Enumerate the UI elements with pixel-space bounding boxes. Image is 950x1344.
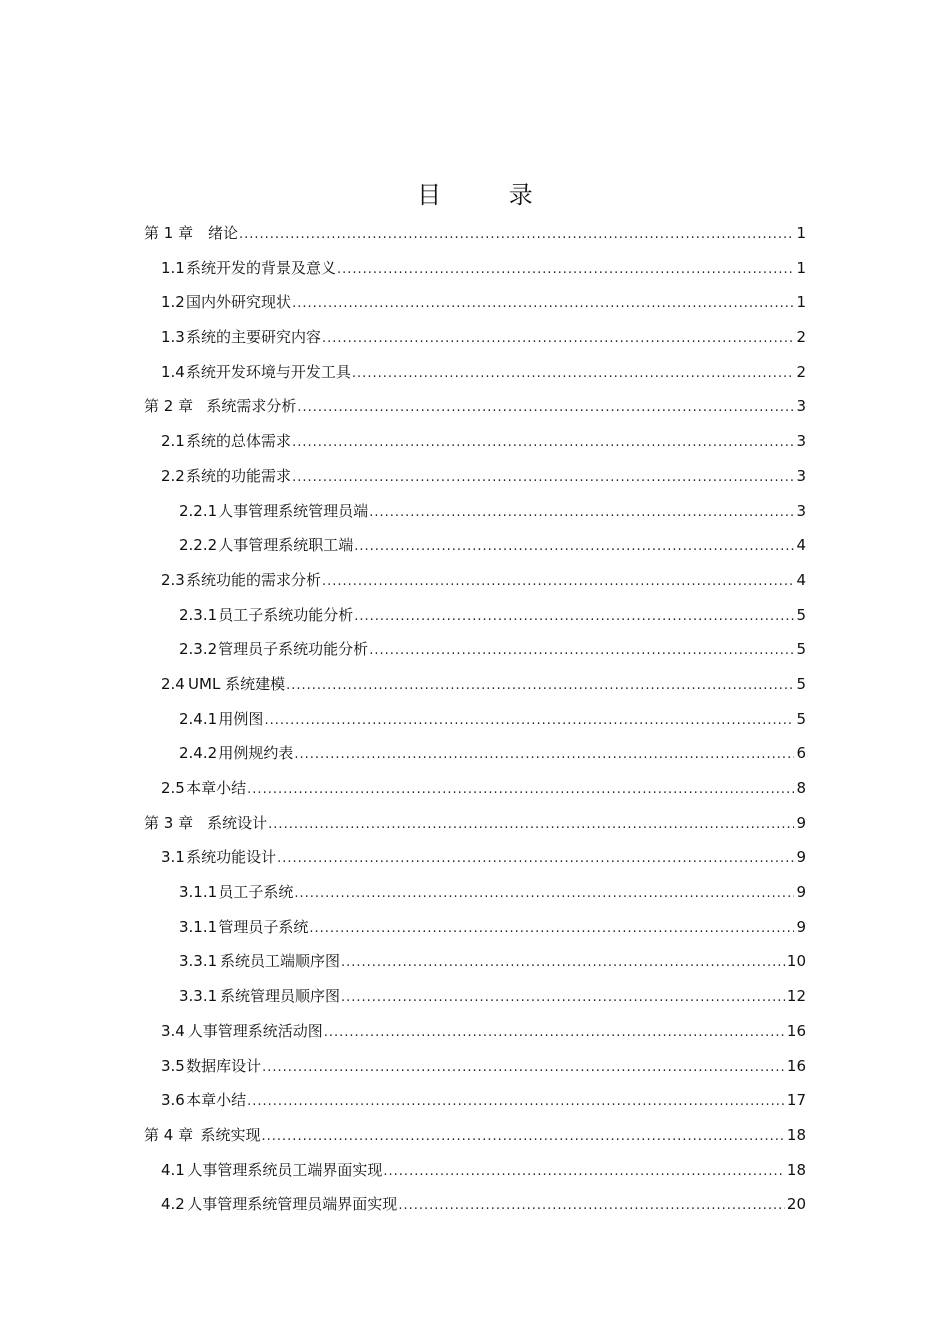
toc-entry-label: 国内外研究现状: [186, 293, 292, 312]
toc-entry-label: 系统员工端顺序图: [219, 952, 340, 971]
toc-entry-number: 3.1.1: [179, 883, 218, 902]
toc-entry-number: 2.4: [161, 674, 185, 693]
toc-entry-number: 4.1: [161, 1160, 185, 1179]
dot-leader: [247, 771, 794, 808]
toc-entry[interactable]: [144, 944, 806, 979]
dot-leader: [309, 910, 794, 947]
toc-entry[interactable]: [144, 251, 806, 286]
toc-entry-number: 1.4: [161, 362, 185, 381]
toc-entry-page-number: 10: [786, 952, 806, 971]
dot-leader: [297, 389, 794, 426]
toc-entry[interactable]: [144, 979, 806, 1014]
dot-leader: [239, 216, 795, 253]
toc-entry-label: 系统功能的需求分析: [185, 570, 321, 589]
toc-entry-label: 系统功能设计: [186, 848, 277, 867]
toc-entry-page-number: 9: [796, 883, 806, 902]
toc-entry[interactable]: [144, 389, 806, 424]
toc-entry[interactable]: [144, 1187, 806, 1222]
toc-entry-number: 第 1 章: [144, 224, 194, 242]
toc-entry-page-number: 5: [796, 674, 806, 693]
dot-leader: [337, 251, 795, 288]
toc-entry-label: 员工子系统功能分析: [218, 605, 354, 624]
toc-entry-label: 系统的总体需求: [186, 432, 292, 451]
toc-entry-page-number: 9: [796, 848, 806, 867]
toc-entry[interactable]: [144, 1153, 806, 1188]
toc-entry-number: 2.2.1: [179, 501, 218, 520]
toc-entry-label: 系统需求分析: [206, 397, 297, 416]
toc-entry-label: 系统的主要研究内容: [185, 328, 321, 347]
toc-entry[interactable]: [144, 216, 806, 251]
toc-entry-page-number: 2: [796, 328, 806, 347]
toc-entry-page-number: 5: [796, 709, 806, 728]
toc-entry-page-number: 5: [796, 640, 806, 659]
toc-entry[interactable]: [144, 840, 806, 875]
dot-leader: [247, 1083, 785, 1120]
toc-entry[interactable]: [144, 1118, 806, 1153]
toc-entry-label: 用例图: [218, 709, 264, 728]
dot-leader: [292, 424, 794, 461]
toc-entry-label: 系统开发的背景及意义: [185, 258, 336, 277]
toc-entry-label: 员工子系统: [218, 883, 294, 902]
dot-leader: [352, 355, 795, 392]
toc-entry[interactable]: [144, 702, 806, 737]
toc-entry-label: 人事管理系统员工端界面实现: [187, 1160, 383, 1179]
toc-entry-page-number: 16: [786, 1056, 806, 1075]
toc-entry-number: 3.5: [161, 1056, 185, 1075]
dot-leader: [383, 1153, 785, 1190]
dot-leader: [354, 528, 794, 565]
toc-entry-page-number: 12: [786, 987, 806, 1006]
toc-entry-number: 2.3.1: [179, 605, 218, 624]
dot-leader: [294, 736, 794, 773]
toc-entry-label: 本章小结: [186, 1091, 247, 1110]
toc-entry-number: 3.6: [161, 1091, 185, 1110]
toc-entry[interactable]: [144, 1083, 806, 1118]
toc-entry-page-number: 16: [786, 1021, 806, 1040]
toc-entry[interactable]: [144, 806, 806, 841]
toc-entry[interactable]: [144, 563, 806, 598]
dot-leader: [277, 840, 794, 877]
toc-entry-number: 2.4.1: [179, 709, 218, 728]
toc-entry-page-number: 6: [796, 744, 806, 763]
dot-leader: [322, 563, 794, 600]
toc-entry[interactable]: [144, 285, 806, 320]
table-of-contents: [144, 216, 806, 1222]
toc-entry[interactable]: [144, 424, 806, 459]
toc-entry-page-number: 5: [796, 605, 806, 624]
dot-leader: [341, 944, 785, 981]
dot-leader: [324, 1014, 785, 1051]
toc-entry[interactable]: [144, 632, 806, 667]
toc-entry-number: 3.3.1: [179, 987, 218, 1006]
toc-entry-page-number: 1: [796, 258, 806, 277]
toc-entry[interactable]: [144, 771, 806, 806]
toc-entry[interactable]: [144, 459, 806, 494]
toc-entry-label: 数据库设计: [186, 1056, 262, 1075]
dot-leader: [292, 459, 794, 496]
toc-entry-number: 2.4.2: [179, 744, 218, 763]
toc-entry-label: 系统管理员顺序图: [219, 987, 340, 1006]
toc-entry-label: 绪论: [207, 224, 238, 242]
toc-entry-page-number: 3: [796, 432, 806, 451]
toc-entry-number: 2.5: [161, 779, 185, 797]
toc-entry-page-number: 9: [796, 813, 806, 832]
toc-entry-number: 3.1: [161, 848, 185, 867]
toc-entry-number: 第 4 章: [144, 1125, 194, 1144]
toc-entry-number: 1.2: [161, 293, 185, 312]
dot-leader: [369, 494, 794, 531]
dot-leader: [268, 806, 794, 843]
toc-entry-label: 系统开发环境与开发工具: [185, 362, 351, 381]
toc-entry-page-number: 3: [796, 466, 806, 485]
toc-entry-page-number: 9: [796, 917, 806, 936]
toc-entry[interactable]: [144, 1014, 806, 1049]
dot-leader: [398, 1187, 785, 1224]
toc-entry-label: 人事管理系统职工端: [218, 536, 354, 555]
toc-entry-page-number: 20: [786, 1195, 806, 1214]
toc-entry-page-number: 4: [796, 570, 806, 589]
toc-entry-number: 3.1.1: [179, 917, 218, 936]
toc-entry[interactable]: [144, 667, 806, 702]
toc-entry-page-number: 1: [796, 293, 806, 312]
toc-entry-number: 2.2.2: [179, 536, 218, 555]
toc-entry-label: 系统设计: [207, 813, 268, 832]
toc-entry[interactable]: [144, 598, 806, 633]
toc-entry[interactable]: [144, 875, 806, 910]
toc-entry-number: 第 2 章: [144, 397, 194, 416]
toc-entry-number: 2.3.2: [179, 640, 218, 659]
toc-entry-page-number: 4: [796, 536, 806, 555]
toc-entry-number: 1.1: [161, 258, 185, 277]
toc-entry-label: 人事管理系统活动图: [187, 1021, 323, 1040]
toc-entry-page-number: 3: [796, 501, 806, 520]
toc-entry-number: 2.1: [161, 432, 185, 451]
toc-entry-label: UML 系统建模: [188, 674, 286, 693]
dot-leader: [262, 1049, 785, 1086]
toc-entry[interactable]: [144, 736, 806, 771]
toc-entry-number: 1.3: [161, 328, 185, 347]
toc-entry[interactable]: [144, 494, 806, 529]
dot-leader: [292, 285, 794, 322]
toc-entry-label: 系统的功能需求: [186, 466, 292, 485]
toc-entry-page-number: 18: [786, 1125, 806, 1144]
dot-leader: [369, 632, 794, 669]
toc-entry-label: 人事管理系统管理员端: [218, 501, 369, 520]
dot-leader: [341, 979, 785, 1016]
dot-leader: [294, 875, 794, 912]
toc-entry[interactable]: [144, 528, 806, 563]
toc-entry[interactable]: [144, 910, 806, 945]
toc-entry-number: 2.2: [161, 466, 185, 485]
toc-entry-page-number: 8: [796, 779, 806, 797]
dot-leader: [262, 1118, 785, 1155]
toc-entry-page-number: 3: [796, 397, 806, 416]
toc-entry[interactable]: [144, 355, 806, 390]
toc-entry[interactable]: [144, 1049, 806, 1084]
toc-entry-number: 4.2: [161, 1195, 185, 1214]
toc-entry-label: 人事管理系统管理员端界面实现: [187, 1195, 398, 1214]
dot-leader: [322, 320, 794, 357]
dot-leader: [264, 702, 794, 739]
toc-entry-number: 3.4: [161, 1021, 185, 1040]
toc-entry-page-number: 18: [786, 1160, 806, 1179]
toc-entry-number: 第 3 章: [144, 813, 194, 832]
toc-entry-label: 管理员子系统: [218, 917, 309, 936]
dot-leader: [354, 598, 794, 635]
toc-entry-label: 用例规约表: [218, 744, 294, 763]
toc-entry[interactable]: [144, 320, 806, 355]
dot-leader: [286, 667, 794, 704]
toc-entry-label: 系统实现: [200, 1125, 261, 1144]
toc-entry-page-number: 17: [786, 1091, 806, 1110]
toc-title: 目 录: [417, 181, 563, 209]
toc-entry-page-number: 1: [796, 224, 806, 242]
toc-entry-label: 管理员子系统功能分析: [218, 640, 369, 659]
toc-entry-number: 3.3.1: [179, 952, 218, 971]
toc-entry-label: 本章小结: [186, 779, 247, 797]
toc-entry-number: 2.3: [161, 570, 185, 589]
toc-entry-page-number: 2: [796, 362, 806, 381]
